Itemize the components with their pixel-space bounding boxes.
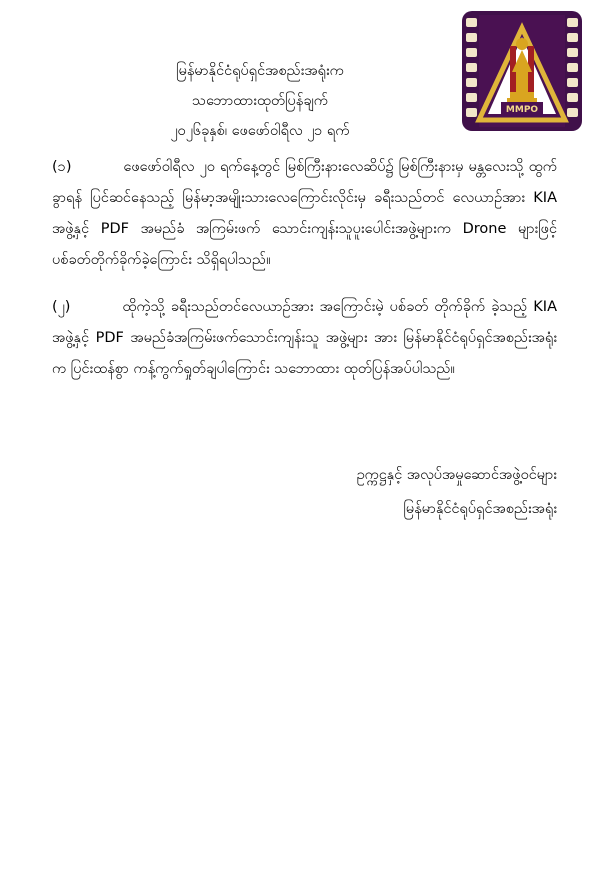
heading-line-2: သဘောထားထုတ်ပြန်ချက် [192, 93, 328, 109]
signature-line-1: ဥက္ကဋ္ဌနှင့် အလုပ်အမှုဆောင်အဖွဲ့ဝင်များ [356, 467, 557, 483]
paragraph-1-marker: (၁) [52, 159, 72, 175]
signature-block [52, 458, 557, 526]
paragraph-2-text: ထိုကဲ့သို့ ခရီးသည်တင်လေယာဉ်အား အကြောင်းမဲ့ ပစ်ခတ် တိုက်ခိုက် ခဲ့သည့် KIA အဖွဲ့နှင့် PDF အမည်ခံအကြမ်းဖက်သောင်းကျန်းသူ အဖွဲ့များ အား မြန်မာနိုင်ငံရုပ်ရှင်အစည်းအရုံးက ပြင်းထန်စွာ ကန့်ကွက်ရှုတ်ချပါကြောင်း သဘောထား ထုတ်ပြန်အပ်ပါသည်။ [52, 299, 557, 377]
logo-label: MMPO [505, 105, 539, 115]
signature-line-2: မြန်မာနိုင်ငံရုပ်ရှင်အစည်းအရုံး [403, 501, 557, 517]
paragraph-2 [52, 292, 557, 385]
document-body [52, 152, 557, 401]
document-heading [60, 56, 460, 146]
paragraph-1-text: ဖေဖော်ဝါရီလ ၂၀ ရက်နေ့တွင် မြစ်ကြီးနားလေဆိပ်၌ မြစ်ကြီးနားမှ မန္တလေးသို့ ထွက်ခွာရန် ပြင်ဆင်နေသည့် မြန်မာ့အမျိုးသားလေကြောင်းလိုင်းမှ ခရီးသည်တင် လေယာဉ်အား KIA အဖွဲ့နှင့် PDF အမည်ခံ အကြမ်းဖက် သောင်းကျန်းသူပူးပေါင်းအဖွဲ့များက Drone များဖြင့် ပစ်ခတ်တိုက်ခိုက်ခဲ့ကြောင်း သိရှိရပါသည်။ [52, 159, 557, 268]
paragraph-2-marker: (၂) [52, 299, 71, 315]
paragraph-1 [52, 152, 557, 276]
heading-line-3: ၂၀၂၆ခုနှစ်၊ ဖေဖော်ဝါရီလ ၂၁ ရက် [170, 123, 350, 139]
mmpo-logo [461, 10, 583, 132]
mmpo-logo-icon [461, 10, 583, 132]
heading-line-1: မြန်မာနိုင်ငံရုပ်ရှင်အစည်းအရုံးက [176, 63, 344, 79]
